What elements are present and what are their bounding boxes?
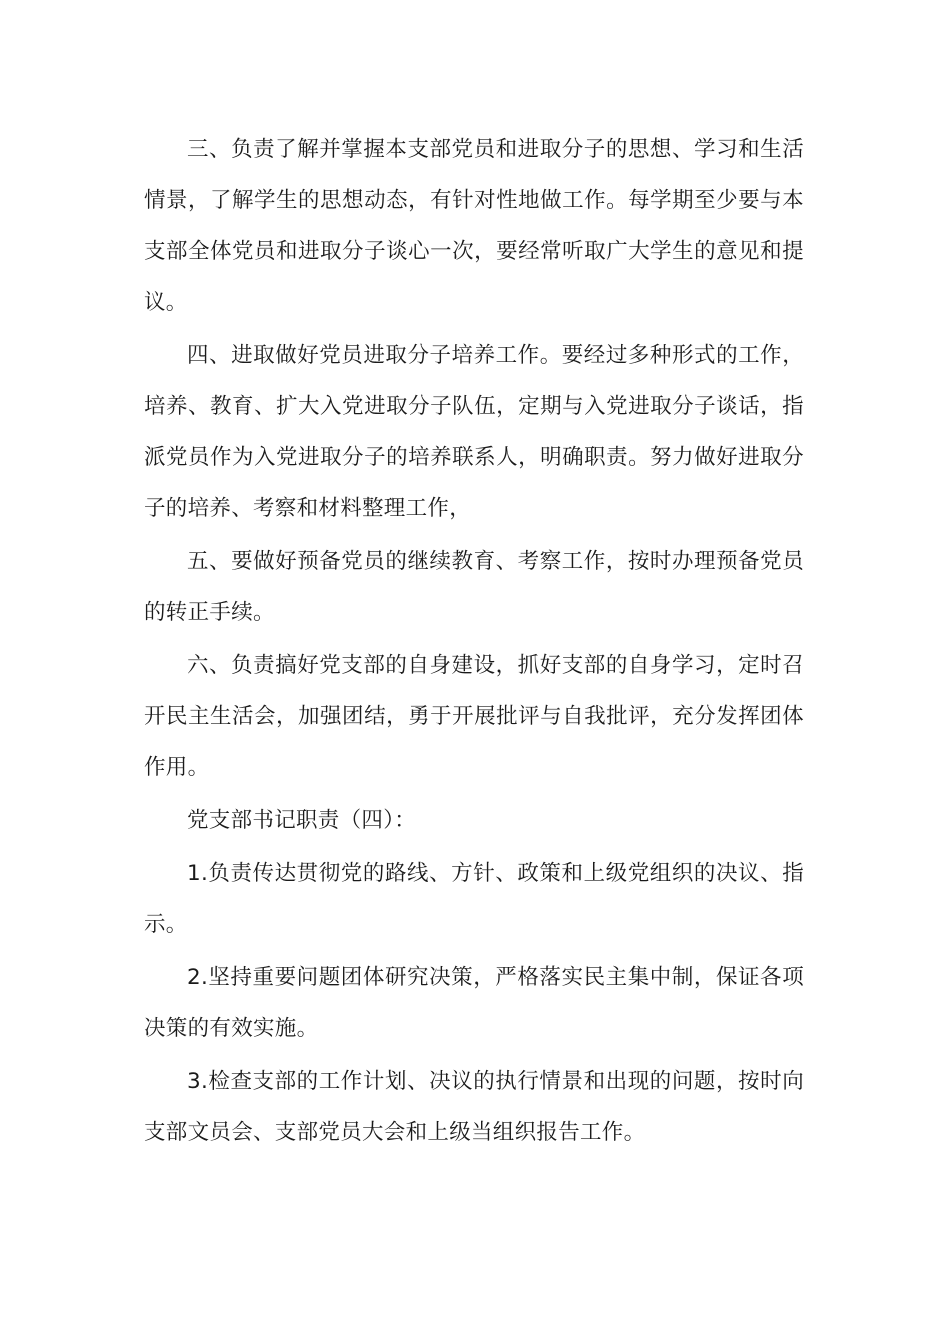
list-item-1: 1.负责传达贯彻党的路线、方针、政策和上级党组织的决议、指示。 <box>144 861 804 937</box>
paragraph-3: 三、负责了解并掌握本支部党员和进取分子的思想、学习和生活情景，了解学生的思想动态，有针对性地做工作。每学期至少要与本支部全体党员和进取分子谈心一次，要经常听取广大学生的意见和提议。 <box>144 137 804 315</box>
section-heading: 党支部书记职责（四）： <box>187 808 417 833</box>
list-item-3: 3.检查支部的工作计划、决议的执行情景和出现的问题，按时向支部文员会、支部党员大会和上级当组织报告工作。 <box>144 1069 804 1145</box>
document-body <box>144 124 804 1160</box>
paragraph-5: 五、要做好预备党员的继续教育、考察工作，按时办理预备党员的转正手续。 <box>144 549 804 625</box>
list-item-2: 2.坚持重要问题团体研究决策，严格落实民主集中制，保证各项决策的有效实施。 <box>144 965 804 1041</box>
paragraph-4: 四、进取做好党员进取分子培养工作。要经过多种形式的工作，培养、教育、扩大入党进取分子队伍，定期与入党进取分子谈话，指派党员作为入党进取分子的培养联系人，明确职责。努力做好进取分子的培养、考察和材料整理工作， <box>144 343 804 521</box>
paragraph-6: 六、负责搞好党支部的自身建设，抓好支部的自身学习，定时召开民主生活会，加强团结，勇于开展批评与自我批评，充分发挥团体作用。 <box>144 653 804 780</box>
